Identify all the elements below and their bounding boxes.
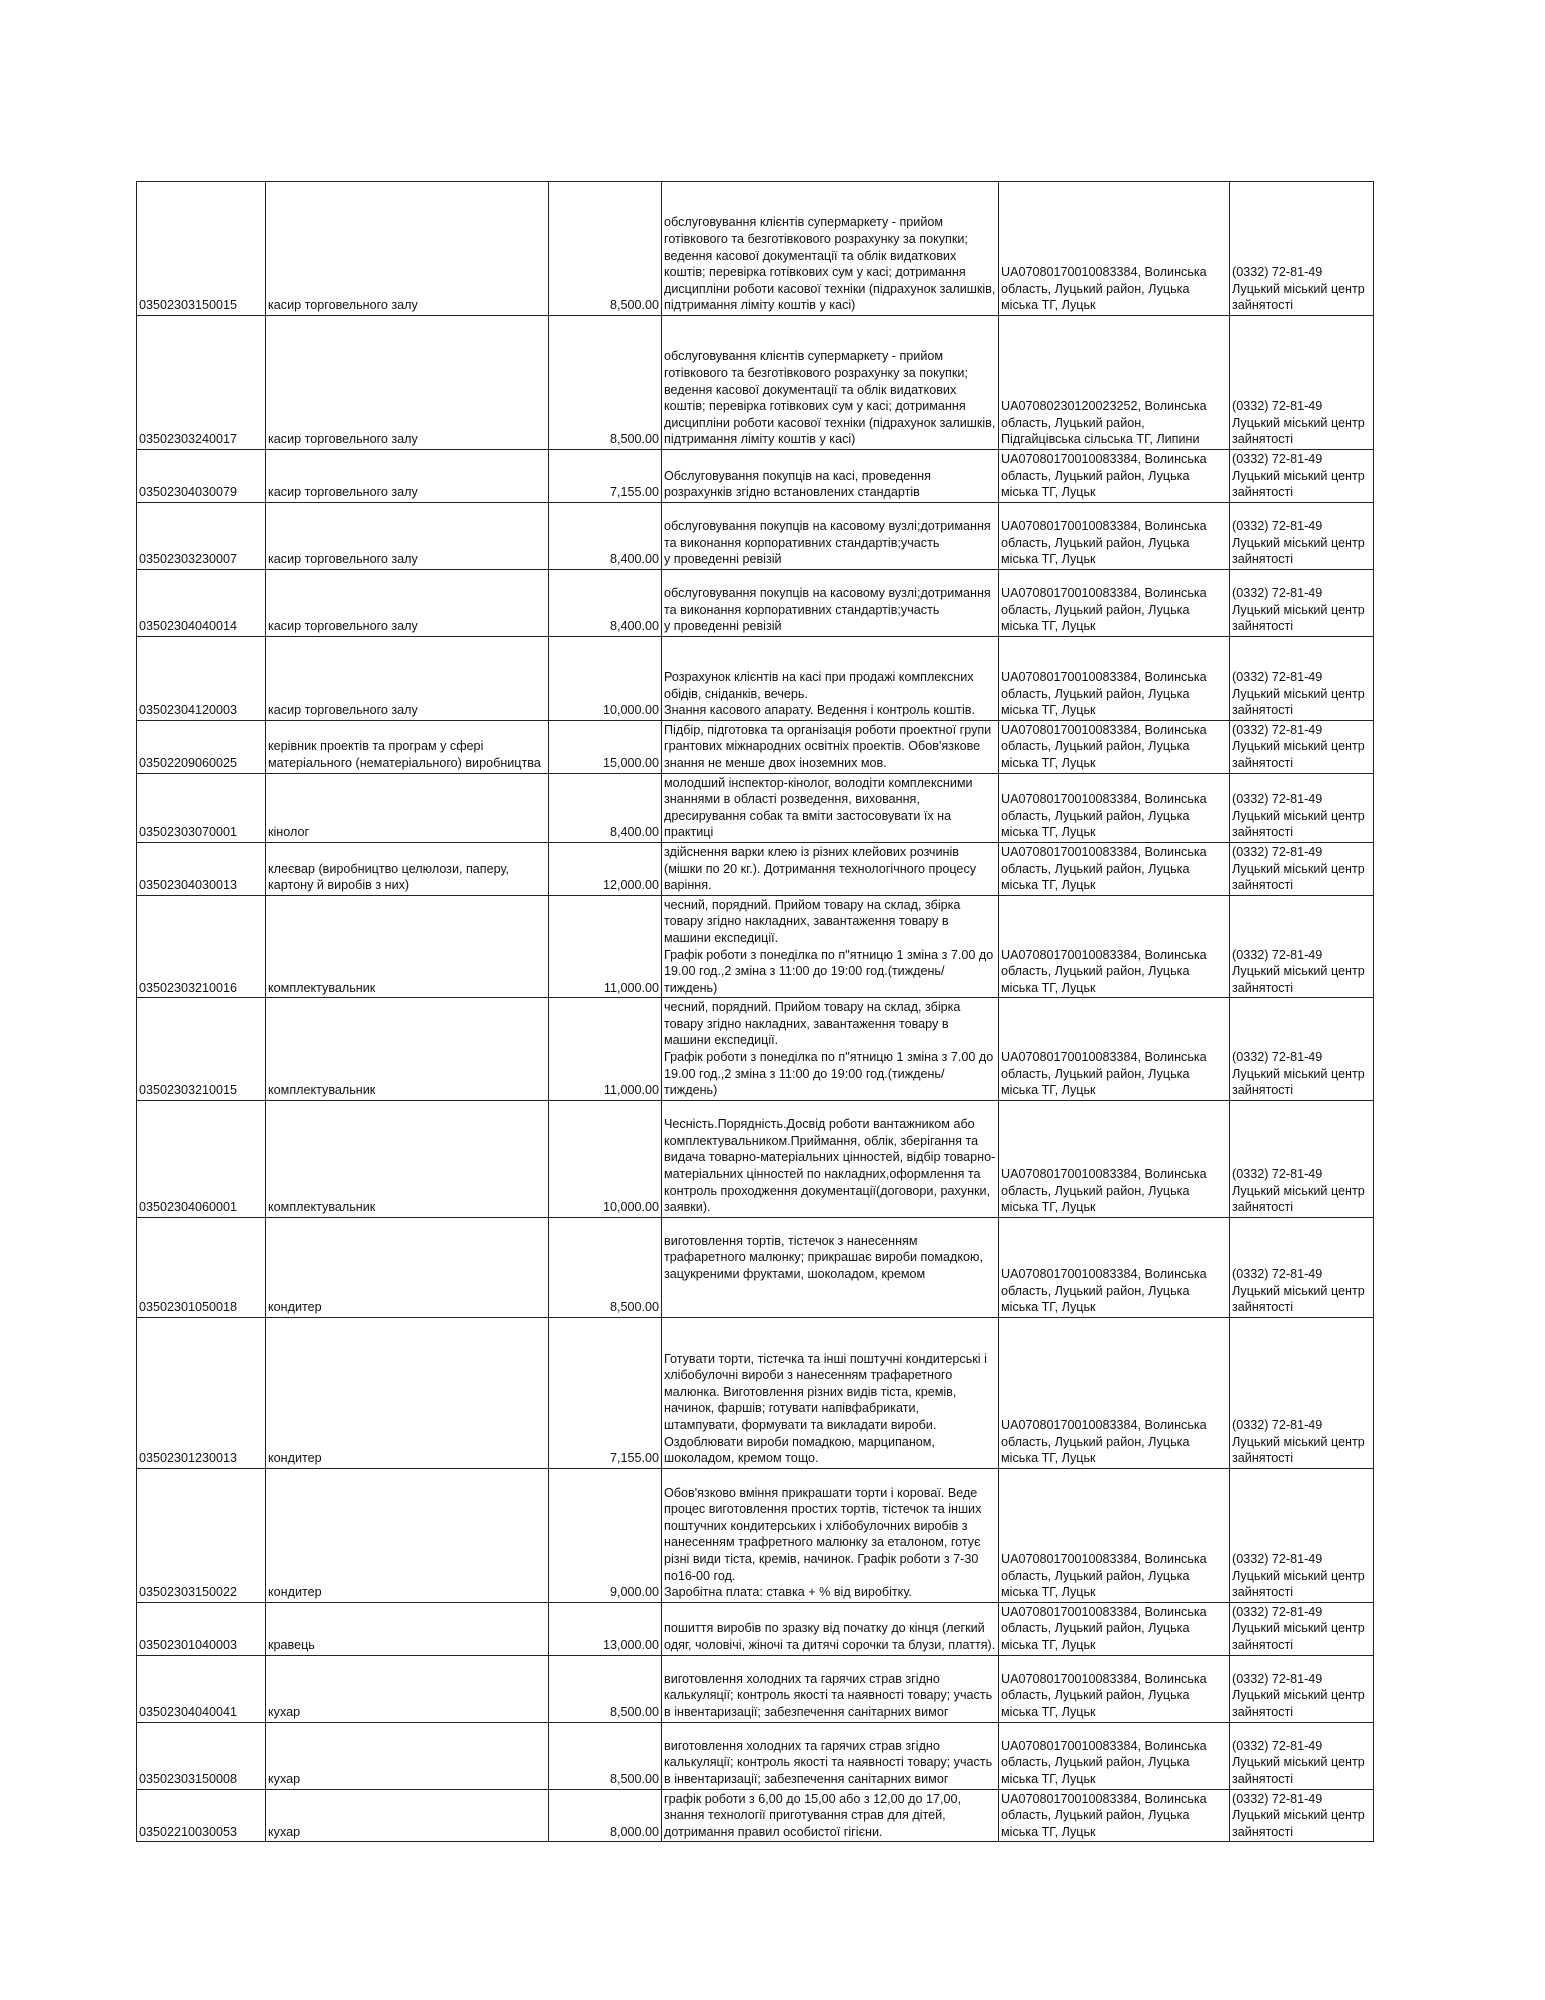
address: UA07080170010083384, Волинська область, Луцький район, Луцька міська ТГ, Луцьк <box>999 1789 1230 1842</box>
profession: касир торговельного залу <box>266 569 549 636</box>
table-row <box>137 1789 1374 1842</box>
table-row <box>137 1655 1374 1722</box>
address: UA07080170010083384, Волинська область, Луцький район, Луцька міська ТГ, Луцьк <box>999 895 1230 998</box>
salary: 7,155.00 <box>549 450 662 503</box>
requirements: графік роботи з 6,00 до 15,00 або з 12,00 до 17,00, знання технології приготування страв для дітей, дотримання правил особистої гігієни. <box>662 1789 999 1842</box>
address: UA07080230120023252, Волинська область, Луцький район, Підгайцівська сільська ТГ, Липини <box>999 316 1230 450</box>
contact: (0332) 72-81-49 Луцький міський центр зайнятості <box>1230 998 1374 1101</box>
vacancy-id: 03502303150015 <box>137 182 266 316</box>
profession: кухар <box>266 1722 549 1789</box>
table-row <box>137 316 1374 450</box>
salary: 8,400.00 <box>549 569 662 636</box>
profession: кухар <box>266 1789 549 1842</box>
requirements: обслуговування покупців на касовому вузлі;дотримання та виконання корпоративних стандартів;участь у проведенні ревізій <box>662 502 999 569</box>
profession: касир торговельного залу <box>266 450 549 503</box>
contact: (0332) 72-81-49 Луцький міський центр зайнятості <box>1230 773 1374 842</box>
vacancy-id: 03502303240017 <box>137 316 266 450</box>
requirements: виготовлення тортів, тістечок з нанесенням трафаретного малюнку; прикрашає вироби помадкою, зацукреними фруктами, шоколадом, кремом <box>662 1217 999 1317</box>
salary: 11,000.00 <box>549 998 662 1101</box>
table-row <box>137 182 1374 316</box>
table-row <box>137 450 1374 503</box>
address: UA07080170010083384, Волинська область, Луцький район, Луцька міська ТГ, Луцьк <box>999 1217 1230 1317</box>
vacancy-table <box>136 181 1374 1842</box>
contact: (0332) 72-81-49 Луцький міський центр зайнятості <box>1230 1602 1374 1655</box>
table-row <box>137 1217 1374 1317</box>
requirements: виготовлення холодних та гарячих страв згідно калькуляції; контроль якості та наявності товару; участь в інвентаризації; забезпечення санітарних вимог <box>662 1655 999 1722</box>
requirements: Чесність.Порядність.Досвід роботи вантажником або комплектувальником.Приймання, облік, зберігання та видача товарно-матеріальних цінностей, відбір товарно-матеріальних цінностей по накладних,оформлення та контроль проходження документації(договори, рахунки, заявки). <box>662 1100 999 1217</box>
address: UA07080170010083384, Волинська область, Луцький район, Луцька міська ТГ, Луцьк <box>999 1468 1230 1602</box>
profession: комплектувальник <box>266 1100 549 1217</box>
vacancy-id: 03502304120003 <box>137 636 266 720</box>
table-row <box>137 1602 1374 1655</box>
address: UA07080170010083384, Волинська область, Луцький район, Луцька міська ТГ, Луцьк <box>999 636 1230 720</box>
profession: кондитер <box>266 1217 549 1317</box>
table-row <box>137 998 1374 1101</box>
contact: (0332) 72-81-49 Луцький міський центр зайнятості <box>1230 182 1374 316</box>
contact: (0332) 72-81-49 Луцький міський центр зайнятості <box>1230 1789 1374 1842</box>
table-row <box>137 1722 1374 1789</box>
contact: (0332) 72-81-49 Луцький міський центр зайнятості <box>1230 895 1374 998</box>
address: UA07080170010083384, Волинська область, Луцький район, Луцька міська ТГ, Луцьк <box>999 569 1230 636</box>
contact: (0332) 72-81-49 Луцький міський центр зайнятості <box>1230 569 1374 636</box>
profession: клеєвар (виробництво целюлози, паперу, картону й виробів з них) <box>266 842 549 895</box>
profession: кухар <box>266 1655 549 1722</box>
vacancy-id: 03502303150022 <box>137 1468 266 1602</box>
salary: 8,500.00 <box>549 1722 662 1789</box>
profession: кінолог <box>266 773 549 842</box>
contact: (0332) 72-81-49 Луцький міський центр зайнятості <box>1230 1100 1374 1217</box>
vacancy-id: 03502304040041 <box>137 1655 266 1722</box>
vacancy-table-body <box>137 182 1374 1842</box>
salary: 7,155.00 <box>549 1317 662 1468</box>
vacancy-id: 03502301050018 <box>137 1217 266 1317</box>
contact: (0332) 72-81-49 Луцький міський центр зайнятості <box>1230 1722 1374 1789</box>
salary: 10,000.00 <box>549 636 662 720</box>
contact: (0332) 72-81-49 Луцький міський центр зайнятості <box>1230 502 1374 569</box>
requirements: обслуговування клієнтів супермаркету - прийом готівкового та безготівкового розрахунку за покупки; ведення касової документації та облік видаткових коштів; перевірка готівкових сум у касі; дотримання дисципліни роботи касової техніки (підрахунок залишків, підтримання ліміту коштів у касі) <box>662 316 999 450</box>
vacancy-id: 03502303230007 <box>137 502 266 569</box>
salary: 8,500.00 <box>549 182 662 316</box>
requirements: виготовлення холодних та гарячих страв згідно калькуляції; контроль якості та наявності товару; участь в інвентаризації; забезпечення санітарних вимог <box>662 1722 999 1789</box>
table-row <box>137 773 1374 842</box>
requirements: Обслуговування покупців на касі, проведення розрахунків згідно встановлених стандартів <box>662 450 999 503</box>
table-row <box>137 842 1374 895</box>
vacancy-id: 03502209060025 <box>137 720 266 773</box>
requirements: чесний, порядний. Прийом товару на склад, збірка товару згідно накладних, завантаження товару в машини експедиції. Графік роботи з понеділка по п"ятницю 1 зміна з 7.00 до 19.00 год.,2 зміна з 11:00 до 19:00 год.(тиждень/тиждень) <box>662 998 999 1101</box>
vacancy-id: 03502303150008 <box>137 1722 266 1789</box>
contact: (0332) 72-81-49 Луцький міський центр зайнятості <box>1230 1317 1374 1468</box>
address: UA07080170010083384, Волинська область, Луцький район, Луцька міська ТГ, Луцьк <box>999 1100 1230 1217</box>
profession: кондитер <box>266 1468 549 1602</box>
table-row <box>137 569 1374 636</box>
profession: касир торговельного залу <box>266 502 549 569</box>
requirements: чесний, порядний. Прийом товару на склад, збірка товару згідно накладних, завантаження товару в машини експедиції. Графік роботи з понеділка по п"ятницю 1 зміна з 7.00 до 19.00 год.,2 зміна з 11:00 до 19:00 год.(тиждень/тиждень) <box>662 895 999 998</box>
table-row <box>137 636 1374 720</box>
vacancy-id: 03502301230013 <box>137 1317 266 1468</box>
table-row <box>137 1468 1374 1602</box>
salary: 10,000.00 <box>549 1100 662 1217</box>
vacancy-id: 03502304040014 <box>137 569 266 636</box>
table-row <box>137 895 1374 998</box>
salary: 9,000.00 <box>549 1468 662 1602</box>
table-row <box>137 1100 1374 1217</box>
table-row <box>137 502 1374 569</box>
contact: (0332) 72-81-49 Луцький міський центр зайнятості <box>1230 1655 1374 1722</box>
address: UA07080170010083384, Волинська область, Луцький район, Луцька міська ТГ, Луцьк <box>999 998 1230 1101</box>
table-row <box>137 720 1374 773</box>
profession: керівник проектів та програм у сфері матеріального (нематеріального) виробництва <box>266 720 549 773</box>
vacancy-id: 03502304030013 <box>137 842 266 895</box>
profession: комплектувальник <box>266 998 549 1101</box>
profession: кондитер <box>266 1317 549 1468</box>
requirements: молодший інспектор-кінолог, володіти комплексними знаннями в області розведення, виховання, дресирування собак та вміти застосовувати їх на практиці <box>662 773 999 842</box>
profession: касир торговельного залу <box>266 316 549 450</box>
address: UA07080170010083384, Волинська область, Луцький район, Луцька міська ТГ, Луцьк <box>999 1317 1230 1468</box>
salary: 8,400.00 <box>549 773 662 842</box>
salary: 15,000.00 <box>549 720 662 773</box>
requirements: обслуговування клієнтів супермаркету - прийом готівкового та безготівкового розрахунку за покупки; ведення касової документації та облік видаткових коштів; перевірка готівкових сум у касі; дотримання дисципліни роботи касової техніки (підрахунок залишків, підтримання ліміту коштів у касі) <box>662 182 999 316</box>
salary: 8,400.00 <box>549 502 662 569</box>
profession: касир торговельного залу <box>266 182 549 316</box>
address: UA07080170010083384, Волинська область, Луцький район, Луцька міська ТГ, Луцьк <box>999 1655 1230 1722</box>
salary: 8,500.00 <box>549 1655 662 1722</box>
requirements: Обов'язково вміння прикрашати торти і короваї. Веде процес виготовлення простих тортів, тістечок та інших поштучних кондитерських і хлібобулочних виробів з нанесенням трафретного малюнку за еталоном, готує різні види тіста, кремів, начинок. Графік роботи з 7-30 по16-00 год. Заробітна плата: ставка + % від виробітку. <box>662 1468 999 1602</box>
table-row <box>137 1317 1374 1468</box>
profession: кравець <box>266 1602 549 1655</box>
vacancy-id: 03502303210015 <box>137 998 266 1101</box>
vacancy-id: 03502304030079 <box>137 450 266 503</box>
contact: (0332) 72-81-49 Луцький міський центр зайнятості <box>1230 450 1374 503</box>
contact: (0332) 72-81-49 Луцький міський центр зайнятості <box>1230 1217 1374 1317</box>
address: UA07080170010083384, Волинська область, Луцький район, Луцька міська ТГ, Луцьк <box>999 502 1230 569</box>
address: UA07080170010083384, Волинська область, Луцький район, Луцька міська ТГ, Луцьк <box>999 842 1230 895</box>
requirements: пошиття виробів по зразку від початку до кінця (легкий одяг, чоловічі, жіночі та дитячі сорочки та блузи, плаття). <box>662 1602 999 1655</box>
address: UA07080170010083384, Волинська область, Луцький район, Луцька міська ТГ, Луцьк <box>999 450 1230 503</box>
contact: (0332) 72-81-49 Луцький міський центр зайнятості <box>1230 720 1374 773</box>
vacancy-id: 03502303070001 <box>137 773 266 842</box>
requirements: обслуговування покупців на касовому вузлі;дотримання та виконання корпоративних стандартів;участь у проведенні ревізій <box>662 569 999 636</box>
address: UA07080170010083384, Волинська область, Луцький район, Луцька міська ТГ, Луцьк <box>999 182 1230 316</box>
profession: комплектувальник <box>266 895 549 998</box>
salary: 8,500.00 <box>549 1217 662 1317</box>
vacancy-id: 03502210030053 <box>137 1789 266 1842</box>
salary: 8,500.00 <box>549 316 662 450</box>
vacancy-id: 03502301040003 <box>137 1602 266 1655</box>
contact: (0332) 72-81-49 Луцький міський центр зайнятості <box>1230 1468 1374 1602</box>
requirements: Розрахунок клієнтів на касі при продажі комплексних обідів, сніданків, вечерь. Знання касового апарату. Ведення і контроль коштів. <box>662 636 999 720</box>
address: UA07080170010083384, Волинська область, Луцький район, Луцька міська ТГ, Луцьк <box>999 1602 1230 1655</box>
salary: 13,000.00 <box>549 1602 662 1655</box>
vacancy-id: 03502304060001 <box>137 1100 266 1217</box>
contact: (0332) 72-81-49 Луцький міський центр зайнятості <box>1230 636 1374 720</box>
requirements: здійснення варки клею із різних клейових розчинів (мішки по 20 кг.). Дотримання технологічного процесу варіння. <box>662 842 999 895</box>
address: UA07080170010083384, Волинська область, Луцький район, Луцька міська ТГ, Луцьк <box>999 720 1230 773</box>
contact: (0332) 72-81-49 Луцький міський центр зайнятості <box>1230 842 1374 895</box>
address: UA07080170010083384, Волинська область, Луцький район, Луцька міська ТГ, Луцьк <box>999 773 1230 842</box>
salary: 12,000.00 <box>549 842 662 895</box>
vacancy-id: 03502303210016 <box>137 895 266 998</box>
address: UA07080170010083384, Волинська область, Луцький район, Луцька міська ТГ, Луцьк <box>999 1722 1230 1789</box>
contact: (0332) 72-81-49 Луцький міський центр зайнятості <box>1230 316 1374 450</box>
salary: 11,000.00 <box>549 895 662 998</box>
salary: 8,000.00 <box>549 1789 662 1842</box>
requirements: Підбір, підготовка та організація роботи проектної групи грантових міжнародних освітніх проектів. Обов'язкове знання не менше двох іноземних мов. <box>662 720 999 773</box>
profession: касир торговельного залу <box>266 636 549 720</box>
requirements: Готувати торти, тістечка та інші поштучні кондитерські і хлібобулочні вироби з нанесенням трафаретного малюнка. Виготовлення різних видів тіста, кремів, начинок, фаршів; готувати напівфабрикати, штампувати, формувати та викладати вироби. Оздоблювати вироби помадкою, марципаном, шоколадом, кремом тощо. <box>662 1317 999 1468</box>
